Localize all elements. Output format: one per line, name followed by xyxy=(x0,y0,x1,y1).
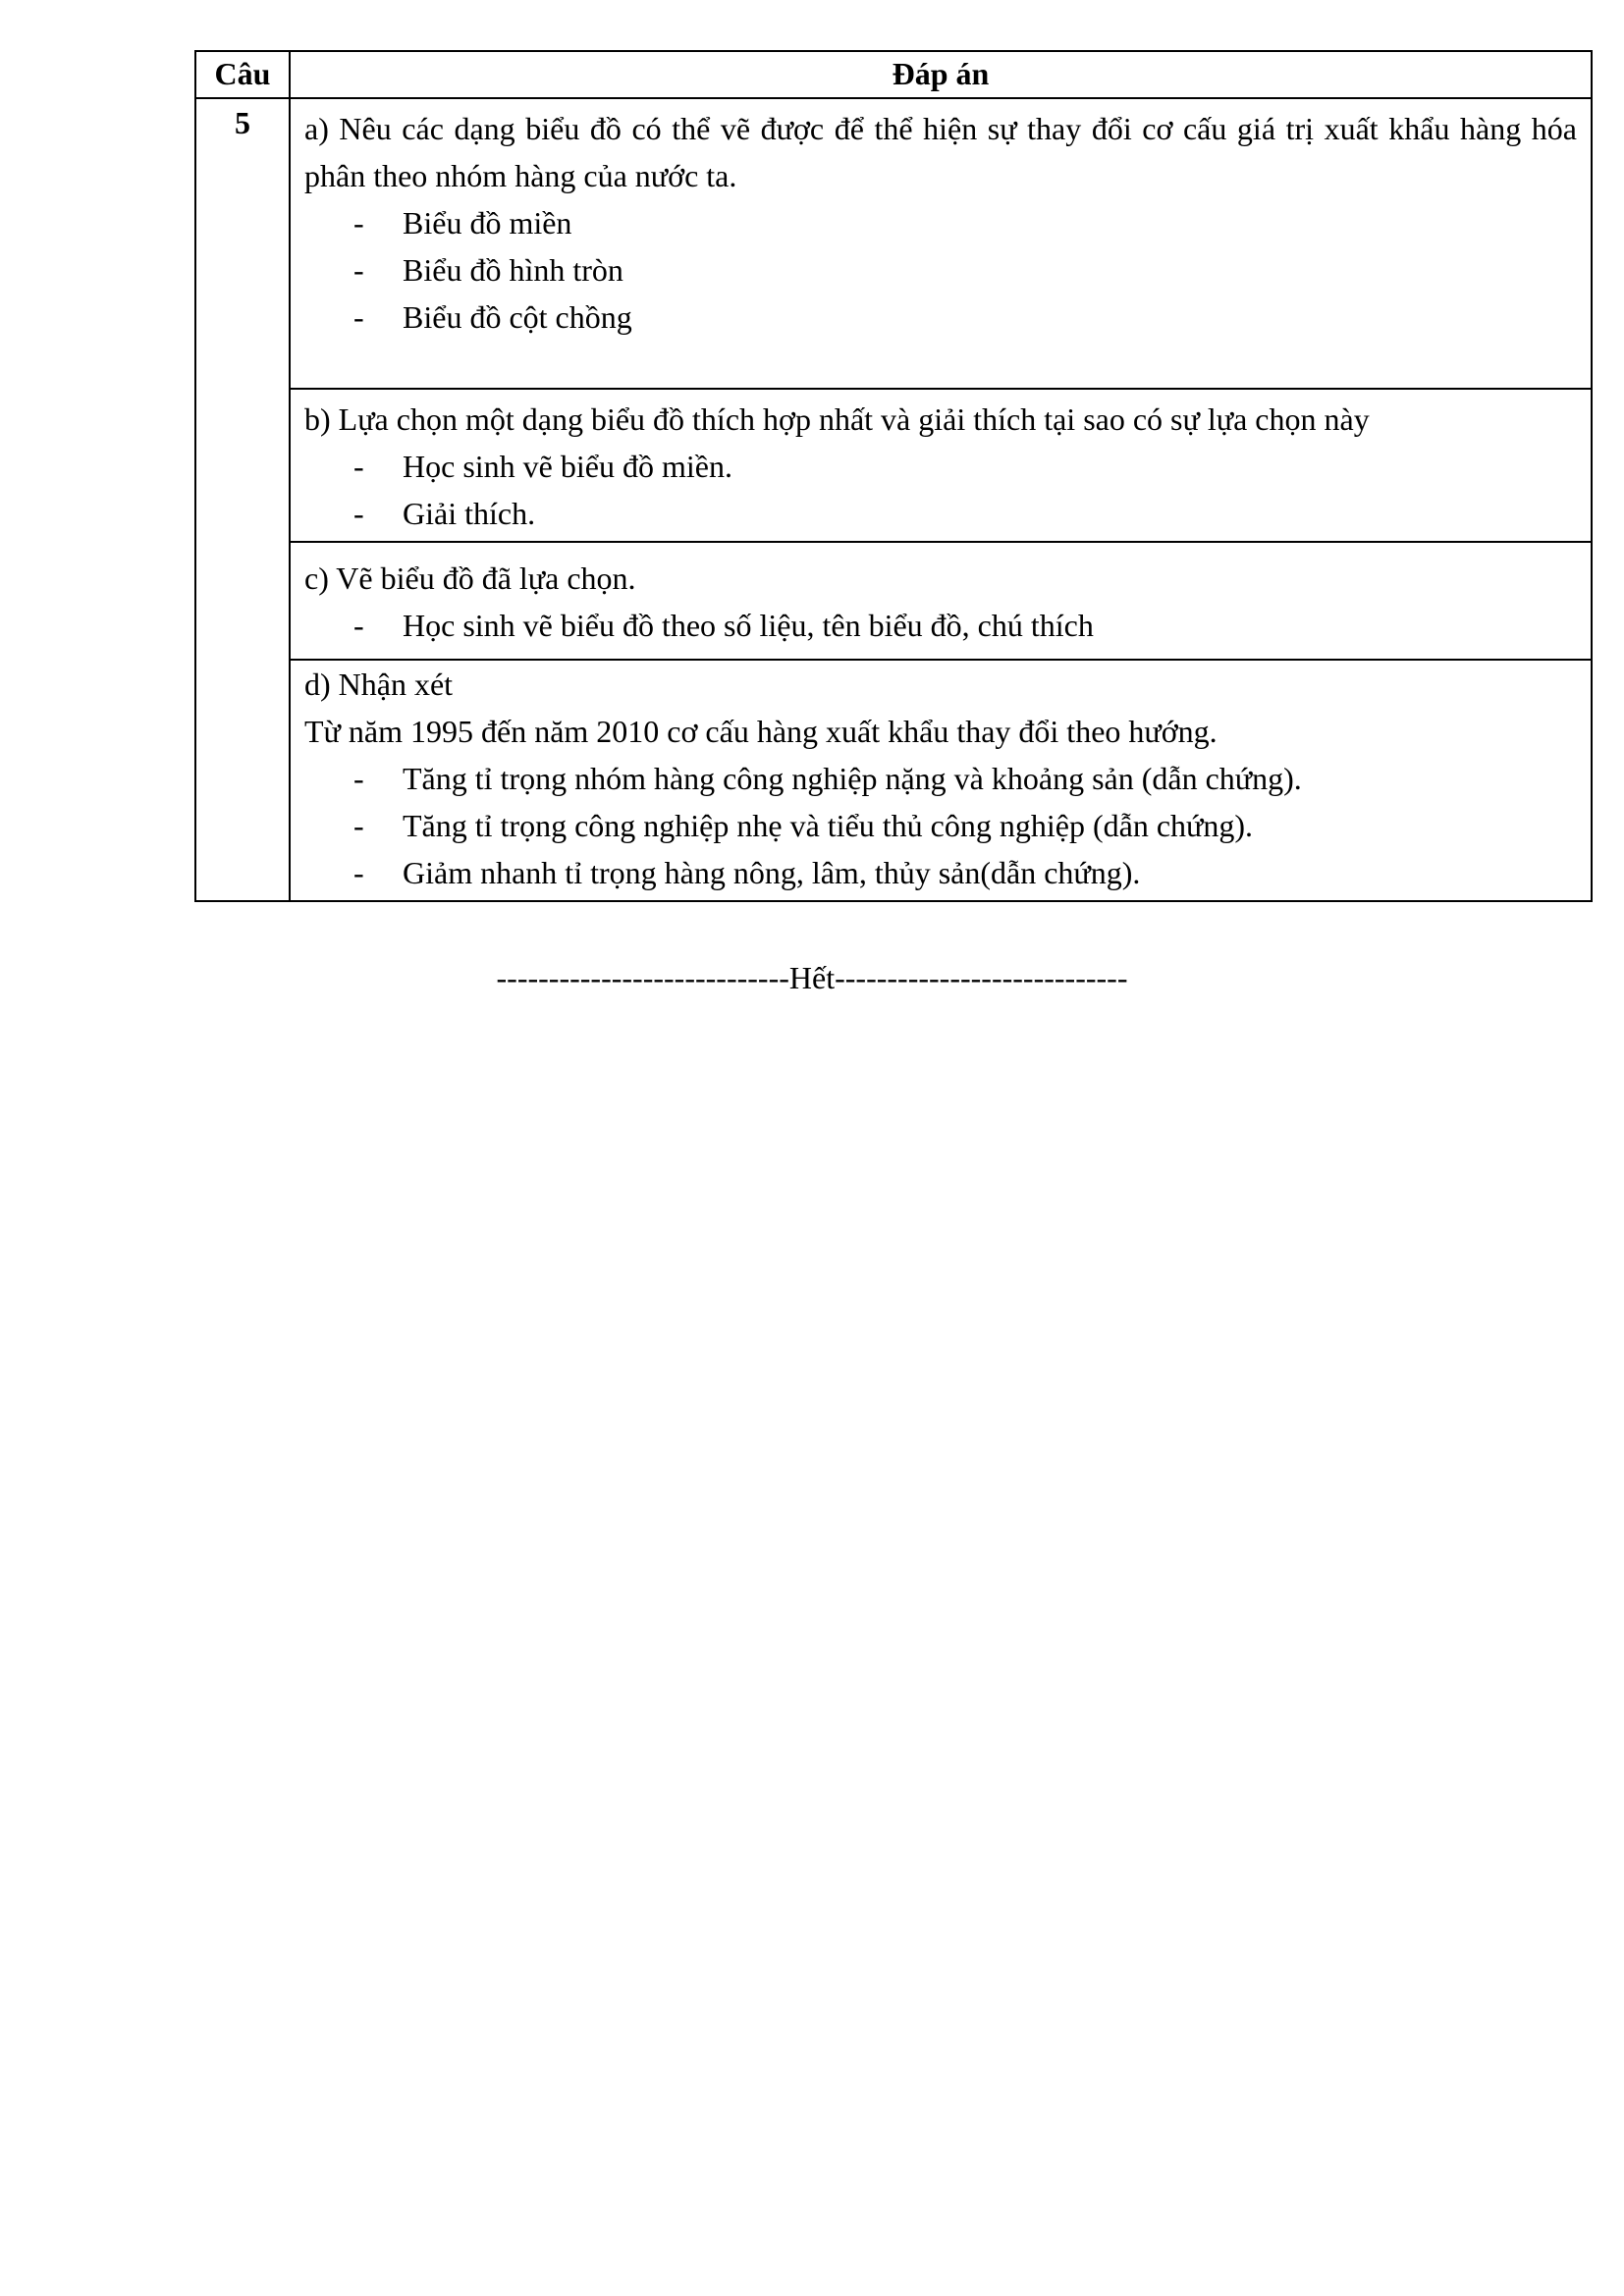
part-d-intro: d) Nhận xét xyxy=(304,667,454,702)
list-item: - Học sinh vẽ biểu đồ theo số liệu, tên biểu đồ, chú thích xyxy=(353,608,1094,643)
header-row xyxy=(195,51,1592,98)
list-item: - Giảm nhanh tỉ trọng hàng nông, lâm, thủy sản(dẫn chứng). xyxy=(353,855,1141,890)
answer-row-d xyxy=(195,660,1592,901)
part-c-intro: c) Vẽ biểu đồ đã lựa chọn. xyxy=(304,561,636,596)
list-item: - Tăng tỉ trọng công nghiệp nhẹ và tiểu thủ công nghiệp (dẫn chứng). xyxy=(353,808,1254,843)
part-d-line2: Từ năm 1995 đến năm 2010 cơ cấu hàng xuất khẩu thay đổi theo hướng. xyxy=(304,714,1218,749)
part-c xyxy=(290,542,1592,660)
answer-row-b xyxy=(195,389,1592,542)
end-mark: ----------------------------Hết---------------------------- xyxy=(496,960,1128,995)
list-item: - Giải thích. xyxy=(353,496,536,531)
header-question: Câu xyxy=(195,51,290,98)
part-b-intro: b) Lựa chọn một dạng biểu đồ thích hợp nhất và giải thích tại sao có sự lựa chọn này xyxy=(304,401,1370,437)
part-a xyxy=(290,98,1592,389)
list-item: - Học sinh vẽ biểu đồ miền. xyxy=(353,449,732,484)
part-a-intro: a) Nêu các dạng biểu đồ có thể vẽ được để thể hiện sự thay đổi cơ cấu giá trị xuất khẩu hàng hóa phân theo nhóm hàng của nước ta. xyxy=(304,111,1577,193)
question-number: 5 xyxy=(195,98,290,901)
answer-row-a xyxy=(195,98,1592,389)
part-b xyxy=(290,389,1592,542)
part-d xyxy=(290,660,1592,901)
answer-table xyxy=(194,50,1593,902)
list-item: - Tăng tỉ trọng nhóm hàng công nghiệp nặng và khoảng sản (dẫn chứng). xyxy=(353,761,1302,796)
list-item: - Biểu đồ cột chồng xyxy=(353,299,632,335)
answer-row-c xyxy=(195,542,1592,660)
header-answer: Đáp án xyxy=(290,51,1592,98)
list-item: - Biểu đồ miền xyxy=(353,205,572,240)
list-item: - Biểu đồ hình tròn xyxy=(353,252,623,288)
